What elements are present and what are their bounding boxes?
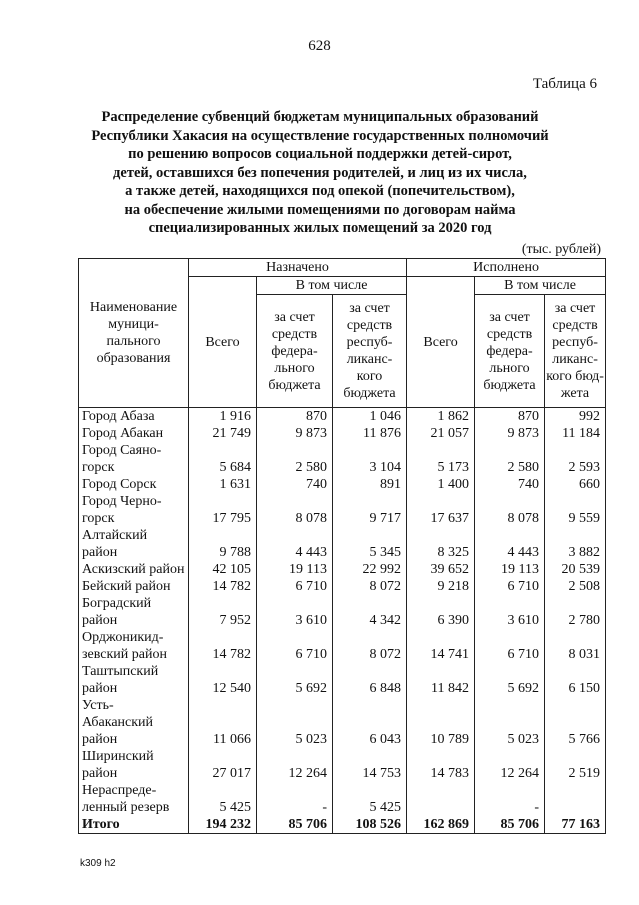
executed-total-cell: 11 842 bbox=[407, 663, 475, 697]
assigned-total-cell: 5 684 bbox=[189, 442, 257, 476]
table-row bbox=[79, 697, 606, 748]
title-line: Республики Хакасия на осуществление государственных полномочий bbox=[91, 127, 549, 144]
executed-republic-cell: 3 882 bbox=[545, 527, 606, 561]
executed-total-cell: 17 637 bbox=[407, 493, 475, 527]
title-line: по решению вопросов социальной поддержки детей-сирот, bbox=[128, 146, 512, 162]
executed-total-cell: 1 862 bbox=[407, 408, 475, 426]
executed-total-cell: 21 057 bbox=[407, 425, 475, 442]
header-republic: за счет средств респуб- ликанс- кого бюд- жета bbox=[545, 295, 606, 408]
executed-republic-cell: 2 519 bbox=[545, 748, 606, 782]
executed-total-cell: 14 783 bbox=[407, 748, 475, 782]
assigned-total-cell: 194 232 bbox=[189, 816, 257, 834]
executed-federal-cell: 5 692 bbox=[475, 663, 545, 697]
executed-federal-cell: - bbox=[475, 782, 545, 816]
municipality-name: Бейский район bbox=[79, 578, 189, 595]
municipality-name: Город Абаза bbox=[79, 408, 189, 426]
title-line: Распределение субвенций бюджетам муниципальных образований bbox=[101, 109, 539, 125]
assigned-total-cell: 1 916 bbox=[189, 408, 257, 426]
municipality-name: Город Абакан bbox=[79, 425, 189, 442]
table-row bbox=[79, 493, 606, 527]
municipality-name: Таштыпский район bbox=[79, 663, 189, 697]
executed-republic-cell: 2 593 bbox=[545, 442, 606, 476]
assigned-total-cell: 1 631 bbox=[189, 476, 257, 493]
total-row bbox=[79, 816, 606, 834]
assigned-total-cell: 7 952 bbox=[189, 595, 257, 629]
subsidy-table bbox=[78, 258, 606, 834]
executed-federal-cell: 2 580 bbox=[475, 442, 545, 476]
assigned-republic-cell: 22 992 bbox=[333, 561, 407, 578]
executed-federal-cell: 870 bbox=[475, 408, 545, 426]
assigned-federal-cell: 740 bbox=[257, 476, 333, 493]
executed-republic-cell: 77 163 bbox=[545, 816, 606, 834]
municipality-name: Усть- Абаканский район bbox=[79, 697, 189, 748]
assigned-federal-cell: 4 443 bbox=[257, 527, 333, 561]
executed-total-cell: 6 390 bbox=[407, 595, 475, 629]
assigned-republic-cell: 5 425 bbox=[333, 782, 407, 816]
municipality-name: Боградский район bbox=[79, 595, 189, 629]
executed-republic-cell: 11 184 bbox=[545, 425, 606, 442]
assigned-federal-cell: 19 113 bbox=[257, 561, 333, 578]
units-label: (тыс. рублей) bbox=[521, 242, 601, 257]
executed-federal-cell: 85 706 bbox=[475, 816, 545, 834]
executed-republic-cell: 992 bbox=[545, 408, 606, 426]
assigned-federal-cell: 2 580 bbox=[257, 442, 333, 476]
assigned-republic-cell: 3 104 bbox=[333, 442, 407, 476]
assigned-republic-cell: 891 bbox=[333, 476, 407, 493]
assigned-federal-cell: 6 710 bbox=[257, 629, 333, 663]
executed-republic-cell bbox=[545, 782, 606, 816]
assigned-federal-cell: 85 706 bbox=[257, 816, 333, 834]
municipality-name: Город Сорск bbox=[79, 476, 189, 493]
table-body bbox=[79, 408, 606, 834]
assigned-total-cell: 21 749 bbox=[189, 425, 257, 442]
assigned-republic-cell: 4 342 bbox=[333, 595, 407, 629]
executed-federal-cell: 5 023 bbox=[475, 697, 545, 748]
assigned-total-cell: 14 782 bbox=[189, 629, 257, 663]
title-line: на обеспечение жилыми помещениями по договорам найма bbox=[124, 201, 516, 218]
executed-republic-cell: 6 150 bbox=[545, 663, 606, 697]
assigned-republic-cell: 1 046 bbox=[333, 408, 407, 426]
table-label: Таблица 6 bbox=[532, 76, 597, 92]
assigned-total-cell: 5 425 bbox=[189, 782, 257, 816]
header-federal: за счет средств федера- льного бюджета bbox=[257, 295, 333, 408]
header-total: Всего bbox=[407, 277, 475, 408]
executed-federal-cell: 19 113 bbox=[475, 561, 545, 578]
assigned-total-cell: 9 788 bbox=[189, 527, 257, 561]
assigned-republic-cell: 8 072 bbox=[333, 629, 407, 663]
header-assigned: Назначено bbox=[189, 259, 407, 277]
executed-total-cell: 10 789 bbox=[407, 697, 475, 748]
table-row bbox=[79, 408, 606, 426]
assigned-federal-cell: 8 078 bbox=[257, 493, 333, 527]
executed-republic-cell: 2 780 bbox=[545, 595, 606, 629]
municipality-name: Орджоникид- зевский район bbox=[79, 629, 189, 663]
municipality-name: Алтайский район bbox=[79, 527, 189, 561]
footer-code: k309 h2 bbox=[80, 858, 116, 869]
assigned-republic-cell: 6 043 bbox=[333, 697, 407, 748]
municipality-name: Город Черно- горск bbox=[79, 493, 189, 527]
title-line: детей, оставшихся без попечения родителей, и лиц из их числа, bbox=[113, 164, 527, 181]
executed-total-cell: 39 652 bbox=[407, 561, 475, 578]
executed-republic-cell: 5 766 bbox=[545, 697, 606, 748]
executed-federal-cell: 6 710 bbox=[475, 578, 545, 595]
header-name: Наименование муници- пального образования bbox=[79, 259, 189, 408]
executed-total-cell: 8 325 bbox=[407, 527, 475, 561]
title-line: а также детей, находящихся под опекой (попечительством), bbox=[125, 183, 515, 199]
executed-federal-cell: 4 443 bbox=[475, 527, 545, 561]
executed-federal-cell: 12 264 bbox=[475, 748, 545, 782]
assigned-federal-cell: 12 264 bbox=[257, 748, 333, 782]
assigned-total-cell: 14 782 bbox=[189, 578, 257, 595]
assigned-total-cell: 42 105 bbox=[189, 561, 257, 578]
executed-republic-cell: 9 559 bbox=[545, 493, 606, 527]
assigned-federal-cell: 5 023 bbox=[257, 697, 333, 748]
executed-federal-cell: 9 873 bbox=[475, 425, 545, 442]
assigned-federal-cell: 9 873 bbox=[257, 425, 333, 442]
assigned-federal-cell: 870 bbox=[257, 408, 333, 426]
municipality-name: Нераспреде- ленный резерв bbox=[79, 782, 189, 816]
assigned-federal-cell: 5 692 bbox=[257, 663, 333, 697]
table-row bbox=[79, 629, 606, 663]
executed-federal-cell: 8 078 bbox=[475, 493, 545, 527]
assigned-total-cell: 12 540 bbox=[189, 663, 257, 697]
table-row bbox=[79, 476, 606, 493]
assigned-federal-cell: 3 610 bbox=[257, 595, 333, 629]
assigned-republic-cell: 6 848 bbox=[333, 663, 407, 697]
assigned-republic-cell: 9 717 bbox=[333, 493, 407, 527]
table-row bbox=[79, 442, 606, 476]
executed-republic-cell: 660 bbox=[545, 476, 606, 493]
assigned-republic-cell: 8 072 bbox=[333, 578, 407, 595]
executed-federal-cell: 740 bbox=[475, 476, 545, 493]
table-row bbox=[79, 425, 606, 442]
title-line: специализированных жилых помещений за 2020 год bbox=[148, 220, 492, 236]
municipality-name: Город Саяно- горск bbox=[79, 442, 189, 476]
document-title bbox=[80, 108, 560, 238]
page-number: 628 bbox=[308, 38, 331, 54]
executed-republic-cell: 20 539 bbox=[545, 561, 606, 578]
assigned-republic-cell: 14 753 bbox=[333, 748, 407, 782]
executed-republic-cell: 8 031 bbox=[545, 629, 606, 663]
table-row bbox=[79, 748, 606, 782]
table-row bbox=[79, 561, 606, 578]
header-executed: Исполнено bbox=[407, 259, 606, 277]
header-republic: за счет средств респуб- ликанс- кого бюджета bbox=[333, 295, 407, 408]
executed-total-cell: 9 218 bbox=[407, 578, 475, 595]
municipality-name: Итого bbox=[79, 816, 189, 834]
header-including: В том числе bbox=[475, 277, 606, 295]
table-row bbox=[79, 663, 606, 697]
municipality-name: Аскизский район bbox=[79, 561, 189, 578]
header-including: В том числе bbox=[257, 277, 407, 295]
table-row bbox=[79, 595, 606, 629]
assigned-total-cell: 27 017 bbox=[189, 748, 257, 782]
municipality-name: Ширинский район bbox=[79, 748, 189, 782]
assigned-total-cell: 11 066 bbox=[189, 697, 257, 748]
executed-total-cell: 162 869 bbox=[407, 816, 475, 834]
table-row bbox=[79, 578, 606, 595]
assigned-republic-cell: 5 345 bbox=[333, 527, 407, 561]
executed-total-cell: 5 173 bbox=[407, 442, 475, 476]
executed-federal-cell: 3 610 bbox=[475, 595, 545, 629]
header-total: Всего bbox=[189, 277, 257, 408]
assigned-federal-cell: 6 710 bbox=[257, 578, 333, 595]
assigned-republic-cell: 108 526 bbox=[333, 816, 407, 834]
table-row bbox=[79, 527, 606, 561]
executed-total-cell: 14 741 bbox=[407, 629, 475, 663]
assigned-republic-cell: 11 876 bbox=[333, 425, 407, 442]
executed-total-cell bbox=[407, 782, 475, 816]
assigned-federal-cell: - bbox=[257, 782, 333, 816]
executed-total-cell: 1 400 bbox=[407, 476, 475, 493]
header-federal: за счет средств федера- льного бюджета bbox=[475, 295, 545, 408]
table-row bbox=[79, 782, 606, 816]
assigned-total-cell: 17 795 bbox=[189, 493, 257, 527]
executed-federal-cell: 6 710 bbox=[475, 629, 545, 663]
executed-republic-cell: 2 508 bbox=[545, 578, 606, 595]
